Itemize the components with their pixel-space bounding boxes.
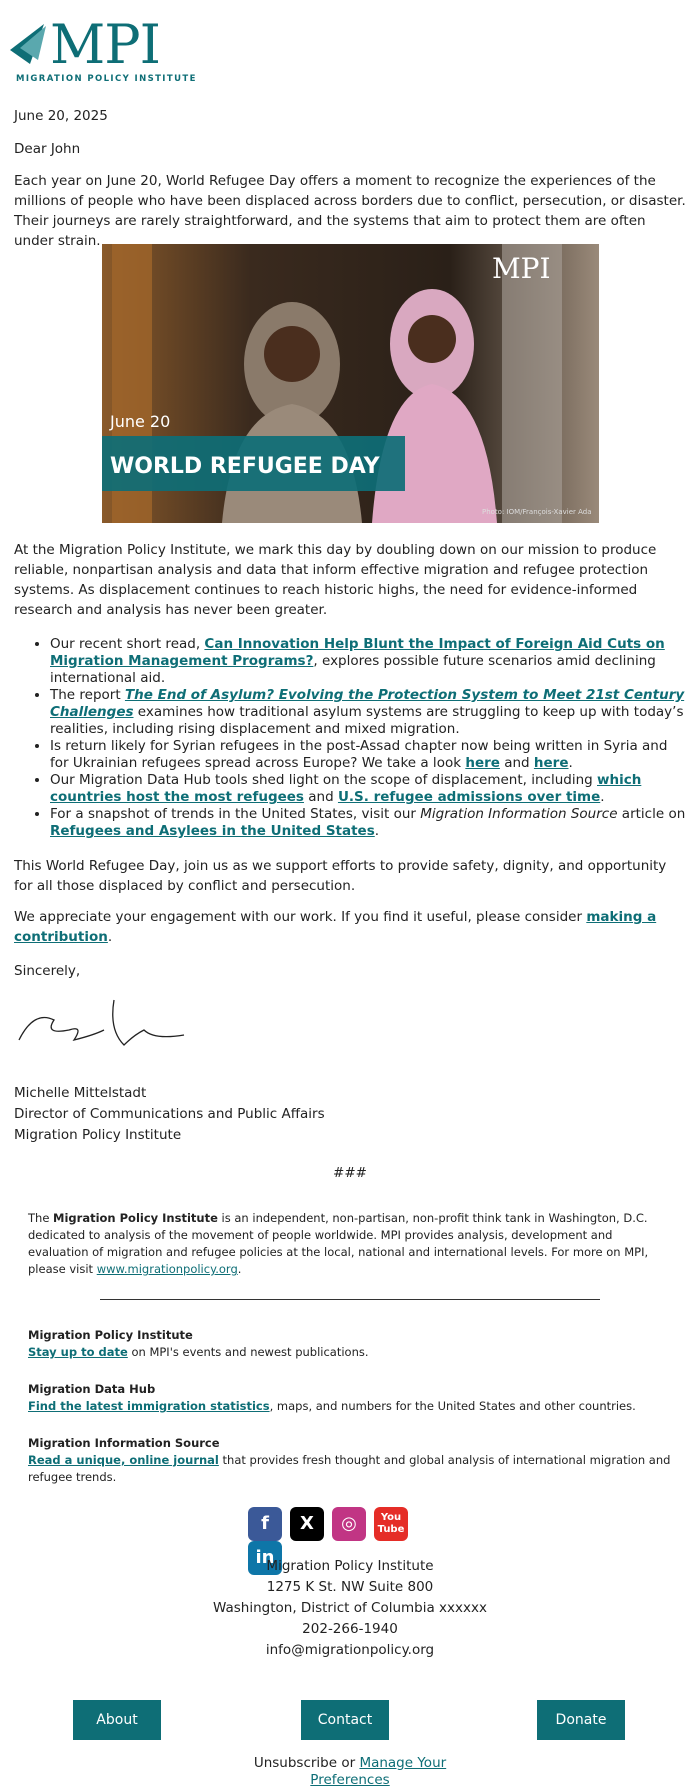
closing: Sincerely, bbox=[14, 963, 81, 979]
signer-name: Michelle Mittelstadt bbox=[14, 1085, 147, 1101]
signature-image bbox=[14, 990, 194, 1060]
foreign-aid-link[interactable]: Can Innovation Help Blunt the Impact of Foreign Aid Cuts on Migration Management Programs? bbox=[50, 636, 665, 669]
hero-image bbox=[102, 244, 599, 523]
logo-subtitle: MIGRATION POLICY INSTITUTE bbox=[16, 74, 197, 84]
hero-credit: Photo: IOM/François-Xavier Ada bbox=[482, 508, 592, 516]
online-journal-link[interactable]: Read a unique, online journal bbox=[28, 1453, 219, 1467]
about-mpi-paragraph: The Migration Policy Institute is an independent, non-partisan, non-profit think tank in Washington, D.C. dedicated to analysis of the movement of people worldwide. MPI provides analysis, development and evaluation of migration and refugee policies at the local, national and international levels. For more on MPI, please visit www.migrationpolicy.org. bbox=[28, 1211, 649, 1276]
contribution-paragraph: We appreciate your engagement with our work. If you find it useful, please consider making a contribution. bbox=[14, 909, 657, 945]
mpi-logo[interactable] bbox=[6, 13, 206, 86]
immigration-statistics-link[interactable]: Find the latest immigration statistics bbox=[28, 1399, 270, 1413]
contact-button[interactable]: Contact bbox=[301, 1700, 389, 1740]
logo-text: MPI bbox=[50, 13, 160, 76]
signer-org: Migration Policy Institute bbox=[14, 1127, 182, 1143]
donate-button[interactable]: Donate bbox=[537, 1700, 625, 1740]
address-street: 1275 K St. NW Suite 800 bbox=[266, 1579, 434, 1595]
unsubscribe-block bbox=[0, 1755, 700, 1789]
refugee-admissions-link[interactable]: U.S. refugee admissions over time bbox=[337, 789, 601, 805]
section-data-hub: Migration Data Hub Find the latest immigration statistics, maps, and numbers for the United States and other countries. bbox=[28, 1382, 636, 1413]
syrian-return-link[interactable]: here bbox=[465, 755, 500, 771]
intro-paragraph: Each year on June 20, World Refugee Day offers a moment to recognize the experiences of the millions of people who have been displaced across borders due to conflict, persecution, or disaster. Their journeys are rarely straightforward, and the systems that aim to protect them are often under strain. bbox=[14, 173, 686, 249]
refugees-asylees-link[interactable]: Refugees and Asylees in the United States bbox=[50, 823, 375, 839]
section-mpi: Migration Policy Institute Stay up to date on MPI's events and newest publications. bbox=[28, 1328, 369, 1359]
greeting: Dear John bbox=[14, 141, 81, 157]
facebook-icon[interactable]: f bbox=[248, 1507, 282, 1541]
logo-mark-icon bbox=[6, 20, 56, 70]
hero-title: WORLD REFUGEE DAY bbox=[110, 454, 380, 479]
address-city: Washington, District of Columbia xxxxxx bbox=[213, 1600, 487, 1616]
end-of-asylum-link[interactable]: The End of Asylum? Evolving the Protection System to Meet 21st Century Challenges bbox=[50, 687, 685, 720]
manage-preferences-link-2[interactable]: Preferences bbox=[310, 1772, 390, 1788]
section-info-source: Migration Information Source Read a unique, online journal that provides fresh thought and global analysis of international migration and refugee trends. bbox=[28, 1436, 671, 1484]
ukrainian-return-link[interactable]: here bbox=[533, 755, 569, 771]
divider bbox=[100, 1299, 600, 1300]
instagram-icon[interactable]: ◎ bbox=[332, 1507, 366, 1541]
linkedin-icon[interactable]: in bbox=[248, 1541, 282, 1575]
list-item: • The report The End of Asylum? Evolving the Protection System to Meet 21st Century Challenges examines how traditional asylum systems are struggling to keep up with today’s realities, including rising displacement and mixed migration. bbox=[50, 687, 686, 738]
address-phone: 202-266-1940 bbox=[302, 1621, 398, 1637]
hero-logo: MPI bbox=[492, 252, 551, 285]
host-countries-link[interactable]: which countries host the most refugees bbox=[50, 772, 642, 805]
mission-paragraph: At the Migration Policy Institute, we mark this day by doubling down on our mission to produce reliable, nonpartisan analysis and data that inform effective migration and refugee protection systems. As displacement continues to reach historic highs, the need for evidence-informed research and analysis has never been greater. bbox=[14, 542, 657, 618]
contribution-link[interactable]: making a contribution bbox=[14, 909, 657, 945]
list-item: • Our Migration Data Hub tools shed light on the scope of displacement, including which countries host the most refugees and U.S. refugee admissions over time. bbox=[50, 772, 686, 806]
unsubscribe-text[interactable]: Unsubscribe or bbox=[253, 1755, 360, 1771]
list-item: • Our recent short read, Can Innovation Help Blunt the Impact of Foreign Aid Cuts on Migration Management Programs?, explores possible future scenarios amid declining international aid. bbox=[50, 636, 686, 687]
refugee-day-paragraph: This World Refugee Day, join us as we support efforts to provide safety, dignity, and opportunity for all those displaced by conflict and persecution. bbox=[14, 858, 667, 894]
bullet-list bbox=[14, 636, 686, 840]
hero-date: June 20 bbox=[110, 412, 171, 431]
signer-title: Director of Communications and Public Affairs bbox=[14, 1106, 325, 1122]
youtube-icon[interactable]: You Tube bbox=[374, 1507, 408, 1541]
address-org: Migration Policy Institute bbox=[266, 1558, 434, 1574]
list-item: • For a snapshot of trends in the United States, visit our Migration Information Source article on Refugees and Asylees in the United States. bbox=[50, 806, 686, 840]
mpi-website-link[interactable]: www.migrationpolicy.org bbox=[96, 1262, 238, 1276]
list-item: • Is return likely for Syrian refugees in the post-Assad chapter now being written in Syria and for Ukrainian refugees spread across Europe? We take a look here and here. bbox=[50, 738, 686, 772]
address-block bbox=[0, 1556, 700, 1661]
manage-preferences-link[interactable]: Manage Your bbox=[359, 1755, 447, 1771]
address-email: info@migrationpolicy.org bbox=[265, 1642, 435, 1658]
about-button[interactable]: About bbox=[73, 1700, 161, 1740]
x-icon[interactable]: X bbox=[290, 1507, 324, 1541]
email-date: June 20, 2025 bbox=[14, 108, 108, 124]
separator: ### bbox=[333, 1165, 367, 1181]
stay-up-to-date-link[interactable]: Stay up to date bbox=[28, 1345, 128, 1359]
